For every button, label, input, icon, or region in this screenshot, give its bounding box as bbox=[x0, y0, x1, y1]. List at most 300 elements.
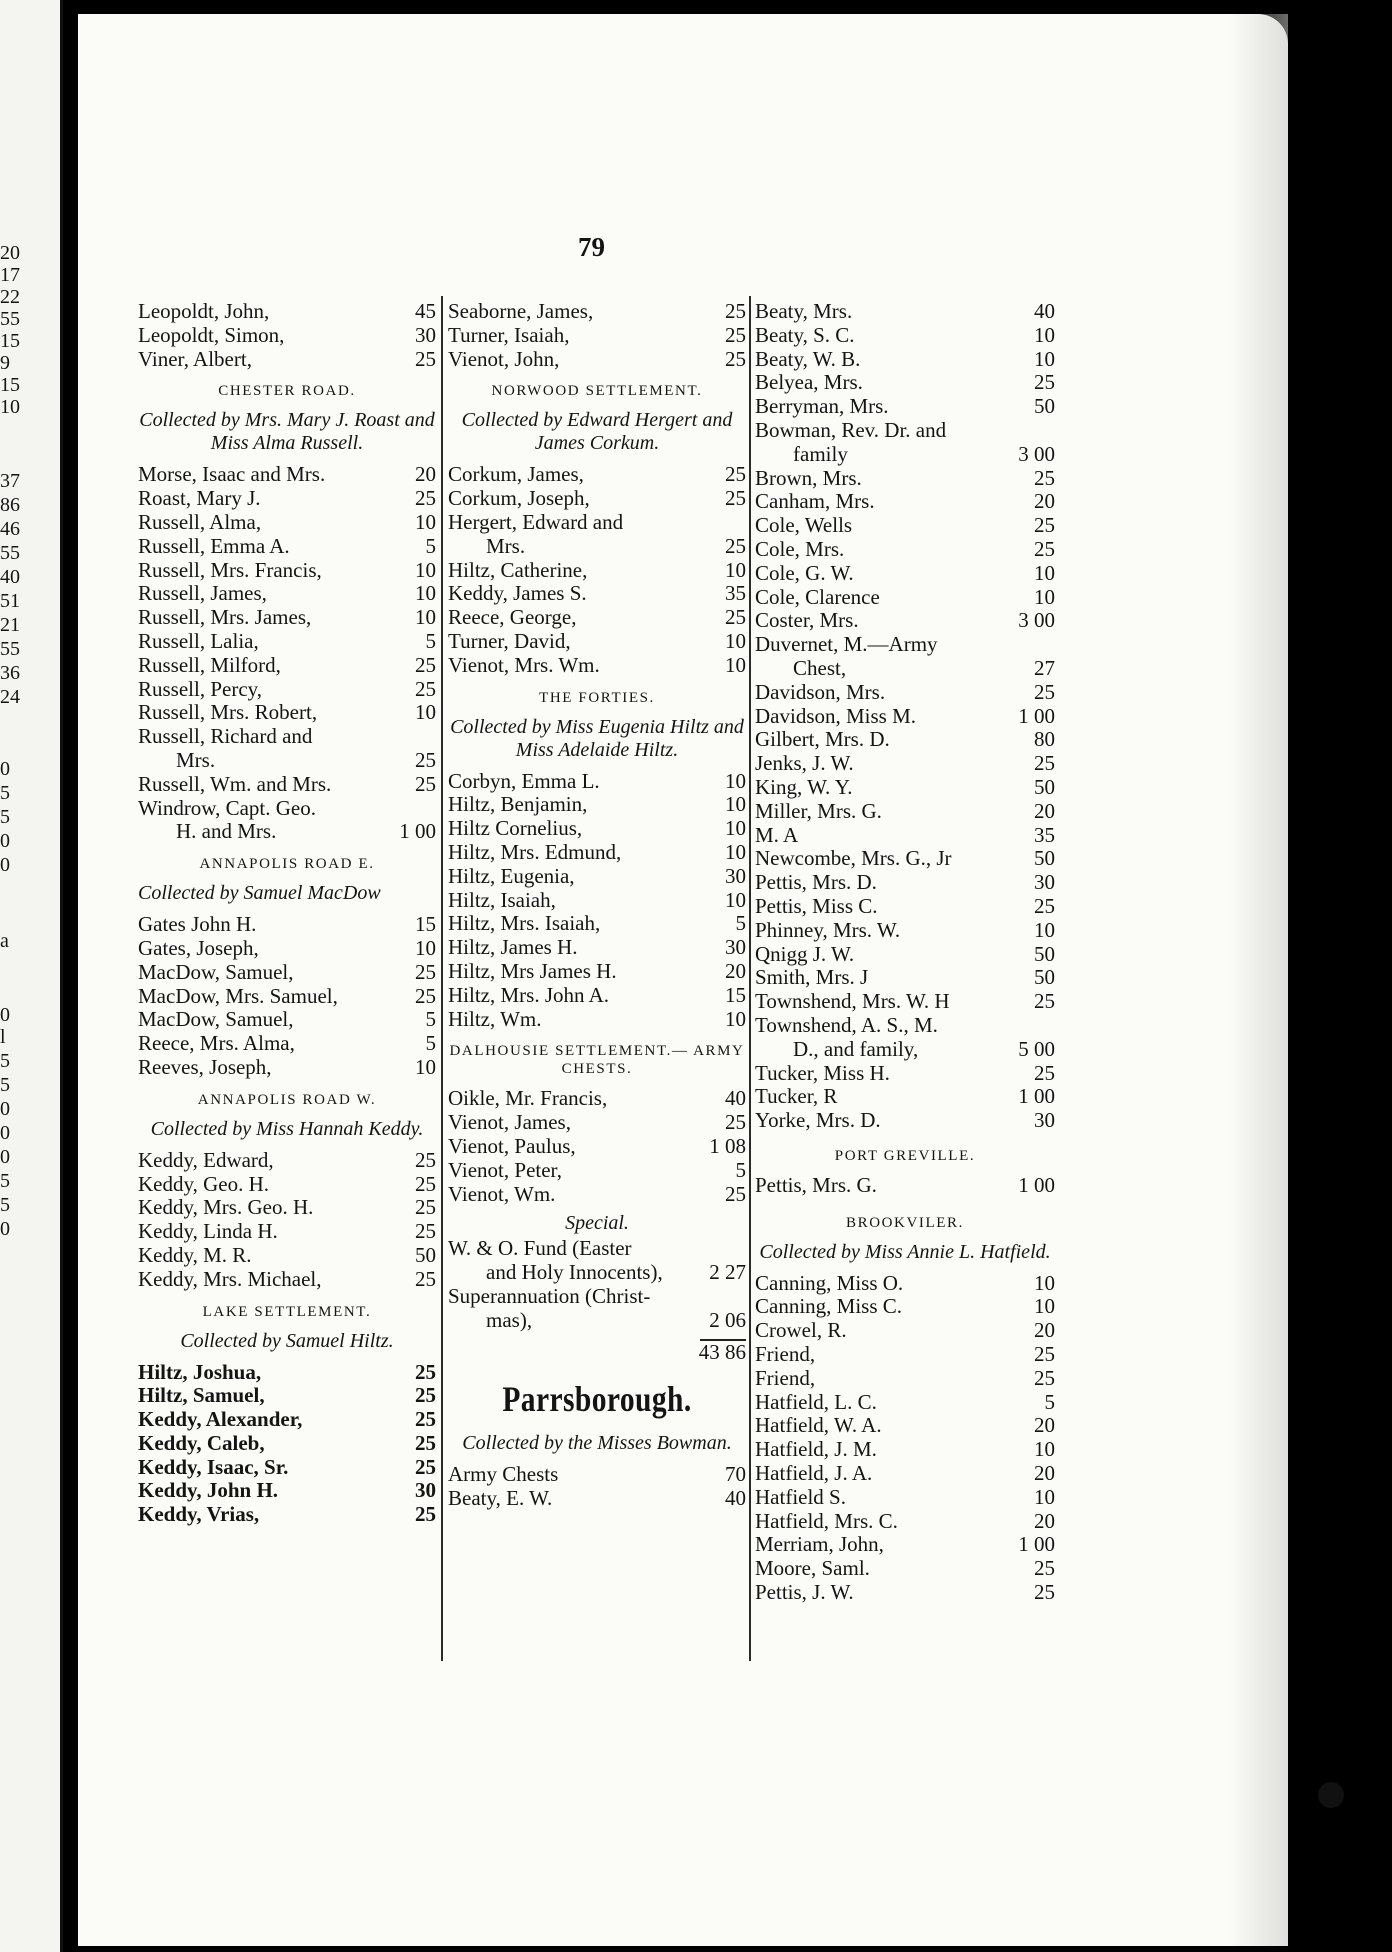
section-heading: BROOKVILER. bbox=[845, 1214, 964, 1231]
entry-name: Gilbert, Mrs. D. bbox=[755, 728, 890, 752]
section-heading: PORT GREVILLE. bbox=[834, 1147, 976, 1164]
edge-number: 86 bbox=[0, 494, 20, 516]
entry-amount: 35 bbox=[725, 581, 746, 606]
section-heading: NORWOOD SETTLEMENT. bbox=[491, 383, 703, 400]
entry-row bbox=[138, 1456, 436, 1480]
entry-name: Russell, Mrs. Francis, bbox=[138, 558, 322, 582]
entry-name: King, W. Y. bbox=[755, 775, 853, 799]
entry-row bbox=[755, 609, 1055, 633]
entry-name: Keddy, James S. bbox=[448, 582, 587, 606]
entry-row bbox=[448, 984, 746, 1008]
entry-name: Keddy, Caleb, bbox=[138, 1431, 265, 1455]
entry-amount: 10 bbox=[415, 1054, 436, 1079]
entry-row bbox=[755, 1062, 1055, 1086]
entry-name: Keddy, Isaac, Sr. bbox=[138, 1455, 289, 1479]
entry-name: Superannuation (Christ- bbox=[448, 1284, 651, 1308]
adjacent-page-edge bbox=[0, 0, 63, 1952]
entry-row bbox=[755, 514, 1055, 538]
entry-amount: 25 bbox=[415, 676, 436, 701]
ink-blot bbox=[1318, 1782, 1344, 1808]
entry-row bbox=[755, 419, 1055, 443]
edge-number: 15 bbox=[0, 330, 20, 352]
entry-name: Hatfield, Mrs. C. bbox=[755, 1509, 898, 1533]
entry-row bbox=[755, 990, 1055, 1014]
entry-amount: 5 bbox=[425, 1007, 436, 1032]
entry-row bbox=[755, 467, 1055, 491]
entry-amount: 50 bbox=[415, 1242, 436, 1267]
entry-amount: 10 bbox=[725, 1006, 746, 1031]
entry-amount: 10 bbox=[1034, 584, 1055, 609]
entry-row bbox=[448, 630, 746, 654]
edge-number: 40 bbox=[0, 566, 20, 588]
entry-row bbox=[755, 443, 1055, 467]
entry-row bbox=[138, 511, 436, 535]
entry-name: Hiltz, Wm. bbox=[448, 1007, 542, 1031]
edge-number: 37 bbox=[0, 470, 20, 492]
entry-amount: 25 bbox=[415, 1266, 436, 1291]
column-1 bbox=[138, 300, 436, 1527]
entry-name: Mrs. bbox=[486, 534, 526, 558]
entry-amount: 40 bbox=[725, 1086, 746, 1111]
entry-name: Canham, Mrs. bbox=[755, 490, 875, 514]
entry-name: Merriam, John, bbox=[755, 1533, 884, 1557]
edge-number: 10 bbox=[0, 396, 20, 418]
entry-name: Hiltz, Mrs James H. bbox=[448, 959, 617, 983]
entry-name: MacDow, Mrs. Samuel, bbox=[138, 984, 338, 1008]
entry-name: Keddy, John H. bbox=[138, 1479, 279, 1503]
section-heading: DALHOUSIE SETTLEMENT.— ARMY CHESTS. bbox=[449, 1043, 745, 1078]
entry-amount: 10 bbox=[725, 628, 746, 653]
edge-number: 0 bbox=[0, 1098, 10, 1120]
entry-amount: 1 00 bbox=[1018, 1084, 1055, 1109]
entry-name: Corkum, James, bbox=[448, 463, 584, 487]
entry-amount: 25 bbox=[1034, 679, 1055, 704]
entry-name: Cole, G. W. bbox=[755, 561, 854, 585]
column-2 bbox=[448, 300, 746, 1511]
entry-row bbox=[138, 1149, 436, 1173]
entry-amount: 1 00 bbox=[1018, 1532, 1055, 1557]
entry-list bbox=[138, 1149, 436, 1292]
entry-name: Corkum, Joseph, bbox=[448, 487, 590, 511]
entry-name: Tucker, R bbox=[755, 1085, 838, 1109]
entry-amount: 3 00 bbox=[1018, 608, 1055, 633]
entry-row bbox=[448, 936, 746, 960]
entry-row bbox=[755, 1038, 1055, 1062]
entry-amount: 25 bbox=[415, 486, 436, 511]
edge-number: 0 bbox=[0, 830, 10, 852]
entry-list bbox=[138, 300, 436, 371]
entry-name: Cole, Wells bbox=[755, 514, 853, 538]
entry-row bbox=[448, 487, 746, 511]
collector-line: Collected by Miss Eugenia Hiltz and Miss Adelaide Hiltz. bbox=[450, 715, 744, 761]
entry-row bbox=[755, 1486, 1055, 1510]
total-amount: 43 86 bbox=[698, 1339, 746, 1364]
entry-amount: 5 bbox=[735, 1157, 746, 1182]
entry-name: Hiltz, Catherine, bbox=[448, 558, 588, 582]
entry-name: Canning, Miss O. bbox=[755, 1271, 904, 1295]
entry-row bbox=[448, 817, 746, 841]
entry-row bbox=[138, 1173, 436, 1197]
entry-name: Turner, Isaiah, bbox=[448, 323, 570, 347]
entry-name: Keddy, Alexander, bbox=[138, 1408, 303, 1432]
entry-list bbox=[448, 1463, 746, 1511]
entry-list bbox=[448, 300, 746, 371]
collector-line: Collected by Samuel Hiltz. bbox=[180, 1329, 394, 1352]
entry-amount: 20 bbox=[1034, 1508, 1055, 1533]
entry-row bbox=[138, 985, 436, 1009]
edge-number: 17 bbox=[0, 264, 20, 286]
entry-name: Jenks, J. W. bbox=[755, 752, 854, 776]
entry-name: Chest, bbox=[793, 656, 847, 680]
entry-amount: 25 bbox=[1034, 1060, 1055, 1085]
entry-row bbox=[755, 586, 1055, 610]
entry-amount: 25 bbox=[415, 1171, 436, 1196]
entry-name: Qnigg J. W. bbox=[755, 942, 855, 966]
entry-name: Brown, Mrs. bbox=[755, 466, 862, 490]
entry-list bbox=[138, 913, 436, 1080]
entry-amount: 15 bbox=[725, 982, 746, 1007]
entry-row bbox=[755, 895, 1055, 919]
entry-name: Viner, Albert, bbox=[138, 347, 252, 371]
entry-amount: 10 bbox=[725, 887, 746, 912]
entry-row bbox=[755, 728, 1055, 752]
entry-name: Vienot, Paulus, bbox=[448, 1134, 576, 1158]
entry-name: Pettis, Mrs. G. bbox=[755, 1173, 877, 1197]
entry-row bbox=[138, 701, 436, 725]
entry-amount: 10 bbox=[725, 557, 746, 582]
entry-row bbox=[448, 606, 746, 630]
entry-name: Hiltz, Benjamin, bbox=[448, 793, 588, 817]
edge-number: 55 bbox=[0, 542, 20, 564]
entry-amount: 25 bbox=[1034, 1342, 1055, 1367]
edge-number: 5 bbox=[0, 1074, 10, 1096]
entry-name: Beaty, S. C. bbox=[755, 323, 855, 347]
entry-amount: 10 bbox=[1034, 346, 1055, 371]
entry-amount: 25 bbox=[415, 346, 436, 371]
entry-name: Leopoldt, Simon, bbox=[138, 323, 285, 347]
edge-number: 22 bbox=[0, 286, 20, 308]
entry-row bbox=[755, 1533, 1055, 1557]
entry-row bbox=[755, 1391, 1055, 1415]
entry-name: Hiltz, Samuel, bbox=[138, 1384, 265, 1408]
entry-amount: 5 bbox=[735, 911, 746, 936]
entry-list bbox=[448, 1237, 746, 1332]
entry-row bbox=[138, 324, 436, 348]
entry-name: Keddy, Edward, bbox=[138, 1148, 274, 1172]
entry-amount: 10 bbox=[725, 839, 746, 864]
entry-name: Hiltz, Eugenia, bbox=[448, 864, 575, 888]
entry-name: Beaty, W. B. bbox=[755, 347, 861, 371]
entry-name: Pettis, J. W. bbox=[755, 1581, 854, 1605]
edge-number: 15 bbox=[0, 374, 20, 396]
entry-name: Hiltz, Joshua, bbox=[138, 1360, 262, 1384]
page-shadow bbox=[1228, 14, 1288, 1946]
entry-row bbox=[138, 1384, 436, 1408]
entry-amount: 25 bbox=[415, 1359, 436, 1384]
entry-name: Roast, Mary J. bbox=[138, 487, 261, 511]
entry-amount: 25 bbox=[1034, 370, 1055, 395]
entry-row bbox=[138, 1432, 436, 1456]
entry-list bbox=[448, 770, 746, 1032]
entry-row bbox=[138, 1032, 436, 1056]
entry-name: Phinney, Mrs. W. bbox=[755, 918, 901, 942]
entry-row bbox=[138, 559, 436, 583]
entry-row bbox=[448, 300, 746, 324]
entry-list bbox=[448, 463, 746, 677]
parish-title: Parrsborough. bbox=[502, 1379, 692, 1420]
entry-row bbox=[138, 1196, 436, 1220]
entry-name: Russell, Mrs. Robert, bbox=[138, 701, 318, 725]
entry-amount: 25 bbox=[415, 1407, 436, 1432]
entry-amount: 25 bbox=[415, 983, 436, 1008]
entry-name: MacDow, Samuel, bbox=[138, 960, 294, 984]
entry-amount: 40 bbox=[725, 1486, 746, 1511]
entry-name: Turner, David, bbox=[448, 629, 571, 653]
total-row bbox=[448, 1341, 746, 1365]
entry-name: M. A bbox=[755, 823, 799, 847]
entry-amount: 10 bbox=[415, 509, 436, 534]
column-rule-2 bbox=[749, 296, 751, 1661]
entry-row bbox=[755, 943, 1055, 967]
edge-number: 55 bbox=[0, 638, 20, 660]
entry-amount: 10 bbox=[1034, 560, 1055, 585]
entry-name: Davidson, Miss M. bbox=[755, 704, 917, 728]
entry-row bbox=[138, 630, 436, 654]
edge-number: 0 bbox=[0, 854, 10, 876]
entry-amount: 25 bbox=[725, 486, 746, 511]
entry-row bbox=[448, 1008, 746, 1032]
entry-amount: 10 bbox=[415, 557, 436, 582]
entry-amount: 25 bbox=[415, 1383, 436, 1408]
entry-name: H. and Mrs. bbox=[176, 820, 277, 844]
section-heading: ANNAPOLIS ROAD E. bbox=[199, 856, 375, 873]
entry-amount: 25 bbox=[1034, 513, 1055, 538]
entry-name: Keddy, Mrs. Michael, bbox=[138, 1267, 322, 1291]
entry-row bbox=[448, 1261, 746, 1285]
entry-list bbox=[755, 1272, 1055, 1605]
entry-name: Morse, Isaac and Mrs. bbox=[138, 463, 326, 487]
section-heading: CHESTER ROAD. bbox=[218, 383, 356, 400]
entry-name: Hiltz, Isaiah, bbox=[448, 888, 556, 912]
entry-name: Russell, Lalia, bbox=[138, 629, 259, 653]
entry-amount: 25 bbox=[415, 1147, 436, 1172]
entry-name: Canning, Miss C. bbox=[755, 1295, 903, 1319]
entry-row bbox=[755, 824, 1055, 848]
entry-name: Keddy, Mrs. Geo. H. bbox=[138, 1196, 314, 1220]
entry-amount: 50 bbox=[1034, 941, 1055, 966]
entry-amount: 50 bbox=[1034, 774, 1055, 799]
edge-number: 9 bbox=[0, 352, 10, 374]
entry-name: Tucker, Miss H. bbox=[755, 1061, 890, 1085]
entry-row bbox=[448, 1111, 746, 1135]
entry-name: Vienot, Mrs. Wm. bbox=[448, 653, 600, 677]
entry-name: Smith, Mrs. J bbox=[755, 966, 869, 990]
entry-name: Leopoldt, John, bbox=[138, 300, 270, 323]
section-heading-special: Special. bbox=[565, 1212, 629, 1235]
entry-row bbox=[448, 1285, 746, 1309]
entry-row bbox=[138, 1361, 436, 1385]
entry-name: Hatfield, J. A. bbox=[755, 1462, 873, 1486]
entry-amount: 25 bbox=[415, 1219, 436, 1244]
entry-row bbox=[138, 1008, 436, 1032]
entry-row bbox=[448, 1463, 746, 1487]
entry-amount: 45 bbox=[415, 299, 436, 323]
entry-row bbox=[138, 1503, 436, 1527]
entry-amount: 25 bbox=[725, 346, 746, 371]
entry-name: Army Chests bbox=[448, 1463, 559, 1487]
entry-amount: 25 bbox=[415, 1502, 436, 1527]
entry-row bbox=[755, 1343, 1055, 1367]
entry-row bbox=[755, 562, 1055, 586]
entry-name: Reeves, Joseph, bbox=[138, 1055, 272, 1079]
entry-amount: 1 00 bbox=[1018, 703, 1055, 728]
entry-list bbox=[755, 300, 1055, 1133]
entry-list bbox=[448, 1087, 746, 1206]
entry-amount: 20 bbox=[1034, 1413, 1055, 1438]
entry-name: Hiltz, James H. bbox=[448, 936, 578, 960]
entry-amount: 10 bbox=[415, 935, 436, 960]
entry-amount: 10 bbox=[1034, 1437, 1055, 1462]
entry-row bbox=[755, 1462, 1055, 1486]
entry-name: Reece, George, bbox=[448, 606, 577, 630]
entry-name: Russell, James, bbox=[138, 582, 267, 606]
edge-number: a bbox=[0, 930, 9, 952]
collector-line: Collected by Samuel MacDow bbox=[138, 882, 381, 905]
entry-name: Keddy, Linda H. bbox=[138, 1220, 278, 1244]
entry-name: Vienot, James, bbox=[448, 1111, 571, 1135]
collector-line: Collected by Edward Hergert and James Corkum. bbox=[461, 409, 733, 455]
entry-amount: 40 bbox=[1034, 299, 1055, 323]
entry-row bbox=[448, 654, 746, 678]
entry-row bbox=[755, 1438, 1055, 1462]
entry-row bbox=[448, 1087, 746, 1111]
edge-number: 21 bbox=[0, 614, 20, 636]
entry-name: Russell, Wm. and Mrs. bbox=[138, 772, 332, 796]
entry-row bbox=[448, 559, 746, 583]
entry-row bbox=[448, 1237, 746, 1261]
entry-row bbox=[755, 538, 1055, 562]
entry-amount: 1 08 bbox=[709, 1133, 746, 1158]
entry-name: Belyea, Mrs. bbox=[755, 371, 863, 395]
entry-row bbox=[755, 1581, 1055, 1605]
entry-name: Russell, Richard and bbox=[138, 725, 313, 749]
entry-name: Hiltz, Mrs. Edmund, bbox=[448, 840, 622, 864]
entry-amount: 35 bbox=[1034, 822, 1055, 847]
entry-amount: 25 bbox=[415, 747, 436, 772]
entry-name: Keddy, M. R. bbox=[138, 1243, 252, 1267]
entry-list bbox=[755, 1174, 1055, 1198]
entry-amount: 5 00 bbox=[1018, 1036, 1055, 1061]
entry-amount: 25 bbox=[1034, 989, 1055, 1014]
entry-amount: 10 bbox=[1034, 322, 1055, 347]
edge-number: 36 bbox=[0, 662, 20, 684]
entry-amount: 20 bbox=[1034, 489, 1055, 514]
entry-amount: 25 bbox=[415, 1195, 436, 1220]
entry-amount: 20 bbox=[1034, 1461, 1055, 1486]
entry-amount: 2 06 bbox=[709, 1307, 746, 1332]
edge-number: 0 bbox=[0, 758, 10, 780]
entry-row bbox=[448, 511, 746, 535]
entry-amount: 5 bbox=[1044, 1389, 1055, 1414]
entry-name: Pettis, Miss C. bbox=[755, 894, 878, 918]
entry-row bbox=[138, 749, 436, 773]
edge-number: 0 bbox=[0, 1146, 10, 1168]
entry-row bbox=[448, 770, 746, 794]
entry-row bbox=[138, 1268, 436, 1292]
column-rule-1 bbox=[441, 296, 443, 1661]
entry-amount: 25 bbox=[725, 462, 746, 487]
entry-row bbox=[138, 773, 436, 797]
entry-name: MacDow, Samuel, bbox=[138, 1008, 294, 1032]
entry-amount: 5 bbox=[425, 1031, 436, 1056]
entry-amount: 5 bbox=[425, 628, 436, 653]
entry-row bbox=[755, 1174, 1055, 1198]
section-heading: ANNAPOLIS ROAD W. bbox=[197, 1091, 377, 1108]
entry-amount: 30 bbox=[1034, 870, 1055, 895]
entry-name: Russell, Mrs. James, bbox=[138, 606, 312, 630]
entry-amount: 25 bbox=[725, 533, 746, 558]
entry-name: Vienot, Wm. bbox=[448, 1182, 556, 1206]
entry-name: Keddy, Geo. H. bbox=[138, 1172, 270, 1196]
entry-row bbox=[138, 1056, 436, 1080]
entry-row bbox=[138, 606, 436, 630]
entry-name: Russell, Percy, bbox=[138, 677, 263, 701]
entry-row bbox=[755, 1414, 1055, 1438]
edge-number: 5 bbox=[0, 806, 10, 828]
entry-list bbox=[138, 463, 436, 844]
entry-row bbox=[138, 725, 436, 749]
entry-row bbox=[755, 1319, 1055, 1343]
entry-name: W. & O. Fund (Easter bbox=[448, 1237, 632, 1261]
entry-amount: 25 bbox=[1034, 1365, 1055, 1390]
entry-amount: 10 bbox=[725, 768, 746, 793]
edge-number: 5 bbox=[0, 782, 10, 804]
entry-row bbox=[755, 1085, 1055, 1109]
entry-amount: 20 bbox=[1034, 1318, 1055, 1343]
entry-row bbox=[755, 681, 1055, 705]
entry-amount: 10 bbox=[725, 652, 746, 677]
edge-number: 5 bbox=[0, 1170, 10, 1192]
entry-amount: 2 27 bbox=[709, 1260, 746, 1285]
entry-amount: 10 bbox=[415, 605, 436, 630]
entry-name: Crowel, R. bbox=[755, 1319, 847, 1343]
entry-row bbox=[448, 865, 746, 889]
entry-row bbox=[138, 797, 436, 821]
entry-row bbox=[755, 776, 1055, 800]
entry-amount: 20 bbox=[415, 462, 436, 487]
entry-row bbox=[138, 1244, 436, 1268]
entry-row bbox=[138, 582, 436, 606]
entry-name: Hiltz Cornelius, bbox=[448, 817, 583, 841]
entry-amount: 25 bbox=[415, 652, 436, 677]
entry-amount: 25 bbox=[415, 1430, 436, 1455]
entry-amount: 10 bbox=[1034, 1294, 1055, 1319]
entry-amount: 10 bbox=[415, 700, 436, 725]
entry-row bbox=[755, 1014, 1055, 1038]
entry-row bbox=[448, 889, 746, 913]
entry-amount: 50 bbox=[1034, 394, 1055, 419]
entry-name: Corbyn, Emma L. bbox=[448, 769, 600, 793]
entry-name: Townshend, Mrs. W. H bbox=[755, 990, 950, 1014]
entry-row bbox=[448, 535, 746, 559]
entry-name: Keddy, Vrias, bbox=[138, 1503, 260, 1527]
entry-amount: 10 bbox=[725, 816, 746, 841]
entry-row bbox=[755, 395, 1055, 419]
entry-name: Hiltz, Mrs. John A. bbox=[448, 983, 610, 1007]
entry-amount: 25 bbox=[415, 1454, 436, 1479]
entry-row bbox=[755, 1557, 1055, 1581]
edge-number: l bbox=[0, 1026, 6, 1048]
